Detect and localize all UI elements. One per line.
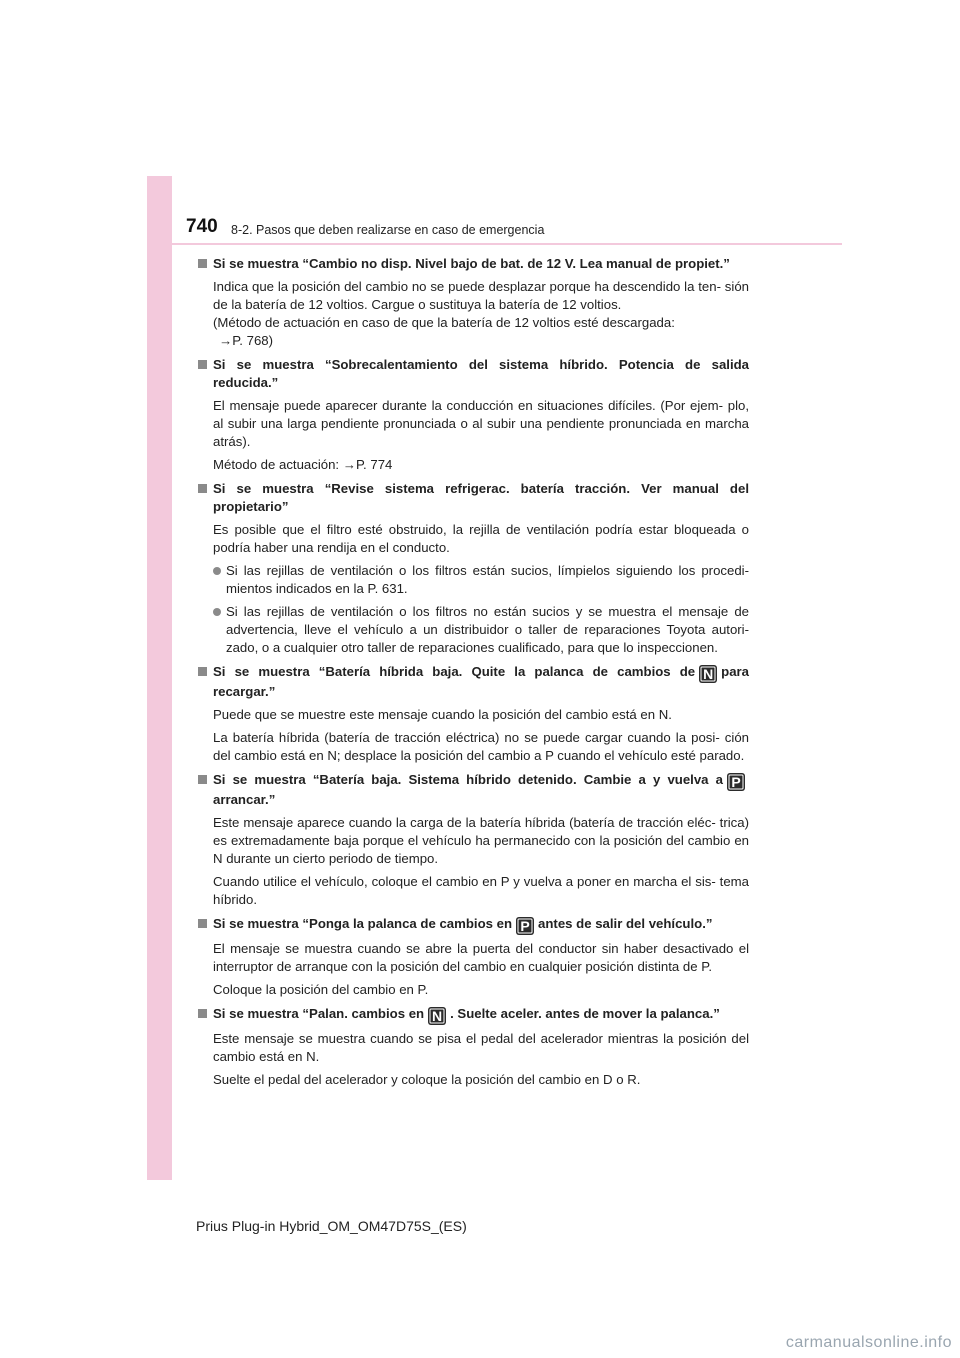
page-number: 740	[186, 216, 218, 237]
entry-heading: Si se muestra “Batería baja. Sistema híbrido detenido. Cambie a y vuelva a Parrancar.”	[196, 771, 749, 809]
paragraph: Es posible que el filtro esté obstruido, la rejilla de ventilación podría estar bloqueada o podría haber una rendija en el conducto.	[213, 522, 749, 555]
paragraph: Suelte el pedal del acelerador y coloque la posición del cambio en D o R.	[213, 1072, 641, 1087]
gear-n-icon: N	[699, 665, 717, 683]
entry	[196, 663, 749, 765]
paragraph: (Método de actuación en caso de que la batería de 12 voltios esté descargada:	[213, 315, 675, 330]
paragraph: Método de actuación: →P. 774	[213, 457, 393, 472]
entry	[196, 915, 749, 999]
square-bullet-icon	[198, 919, 207, 928]
gear-p-icon: P	[727, 773, 745, 791]
entry	[196, 356, 749, 474]
entry-heading: Si se muestra “Palan. cambios en N . Suelte aceler. antes de mover la palanca.”	[196, 1005, 749, 1025]
square-bullet-icon	[198, 484, 207, 493]
paragraph: La batería híbrida (batería de tracción eléctrica) no se puede cargar cuando la posi- ción del cambio está en N; desplace la posición del cambio a P cuando el vehículo esté parado.	[213, 730, 749, 763]
square-bullet-icon	[198, 667, 207, 676]
gear-n-icon: N	[428, 1007, 446, 1025]
cross-reference: →P. 768)	[219, 333, 274, 348]
paragraph: Este mensaje aparece cuando la carga de la batería híbrida (batería de tracción eléc- trica) es extremadamente baja porque el vehículo ha permanecido con la posición del cambio en N durante un cierto periodo de tiempo.	[213, 815, 749, 866]
list-item: Si las rejillas de ventilación o los filtros no están sucios y se muestra el mensaje de advertencia, lleve el vehículo a un distribuidor o taller de reparaciones Toyota autori- zado, o a cualquier otro taller de reparaciones cualificado, para que lo inspeccionen.	[213, 603, 749, 657]
paragraph: El mensaje puede aparecer durante la conducción en situaciones difíciles. (Por ejem- plo, al subir una larga pendiente pronunciada o al subir una pendiente pronunciada en marcha atrás).	[213, 398, 749, 449]
paragraph: Cuando utilice el vehículo, coloque el cambio en P y vuelva a poner en marcha el sis- tema híbrido.	[213, 874, 749, 907]
square-bullet-icon	[198, 360, 207, 369]
circle-bullet-icon	[213, 567, 221, 575]
circle-bullet-icon	[213, 608, 221, 616]
square-bullet-icon	[198, 259, 207, 268]
section-title: 8-2. Pasos que deben realizarse en caso de emergencia	[231, 223, 545, 237]
header-divider	[172, 243, 842, 245]
footer-document-id: Prius Plug-in Hybrid_OM_OM47D75S_(ES)	[196, 1218, 467, 1234]
entry-heading: Si se muestra “Ponga la palanca de cambios en P antes de salir del vehículo.”	[196, 915, 749, 935]
paragraph: Puede que se muestre este mensaje cuando la posición del cambio está en N.	[213, 707, 672, 722]
gear-p-icon: P	[516, 917, 534, 935]
page-sidebar-tab	[147, 176, 172, 1180]
paragraph: Indica que la posición del cambio no se puede desplazar porque ha descendido la ten- sión de la batería de 12 voltios. Cargue o sustituya la batería de 12 voltios.	[213, 279, 749, 312]
page-content	[196, 255, 749, 1095]
paragraph: Coloque la posición del cambio en P.	[213, 982, 429, 997]
entry	[196, 255, 749, 350]
entry	[196, 1005, 749, 1089]
entry-heading: Si se muestra “Sobrecalentamiento del sistema híbrido. Potencia de salida reducida.”	[196, 356, 749, 392]
entry-heading: Si se muestra “Revise sistema refrigerac. batería tracción. Ver manual del propietario”	[196, 480, 749, 516]
watermark: carmanualsonline.info	[785, 1334, 952, 1351]
entry	[196, 480, 749, 657]
paragraph: Este mensaje se muestra cuando se pisa el pedal del acelerador mientras la posición del cambio está en N.	[213, 1031, 749, 1064]
paragraph: El mensaje se muestra cuando se abre la puerta del conductor sin haber desactivado el interruptor de arranque con la posición del cambio en cualquier posición distinta de P.	[213, 941, 749, 974]
entry-heading: Si se muestra “Cambio no disp. Nivel bajo de bat. de 12 V. Lea manual de propiet.”	[196, 255, 749, 273]
square-bullet-icon	[198, 775, 207, 784]
entry	[196, 771, 749, 909]
entry-heading: Si se muestra “Batería híbrida baja. Quite la palanca de cambios de N para recargar.”	[196, 663, 749, 701]
list-item: Si las rejillas de ventilación o los filtros están sucios, límpielos siguiendo los procedi- mientos indicados en la P. 631.	[213, 562, 749, 598]
square-bullet-icon	[198, 1009, 207, 1018]
